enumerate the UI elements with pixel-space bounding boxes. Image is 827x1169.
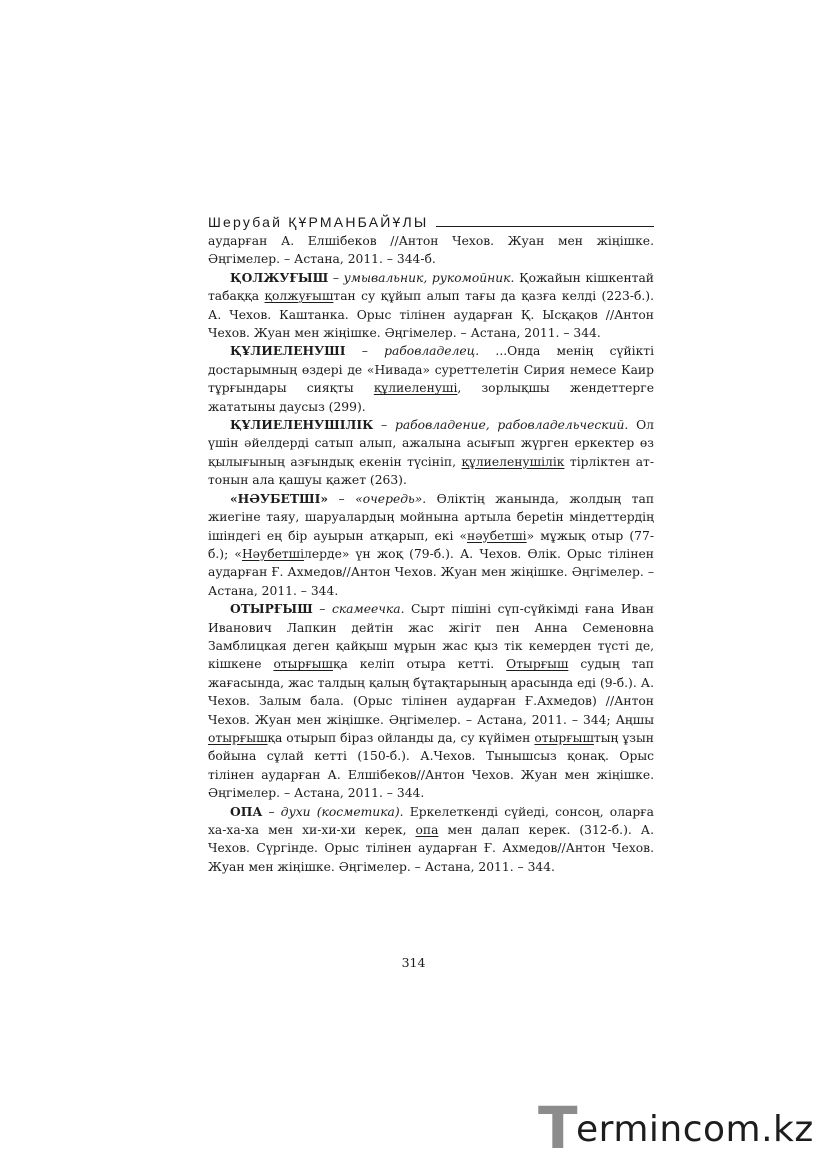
entry-term: «НӘУБЕТШІ» — [230, 490, 329, 506]
entry-translation: «очередь». — [355, 491, 427, 506]
underlined-term: Нәубетші — [241, 546, 305, 561]
logo-text: ermincom.kz — [576, 1109, 814, 1150]
entry-translation: рабовладелец. — [384, 344, 480, 359]
entry-term: ОПА — [230, 803, 263, 819]
entry-continuation: аударған А. Елшібеков //Антон Чехов. Жуан мен жіңішке. Әңгімелер. – Астана, 2011. – 344-б. — [208, 234, 654, 267]
underlined-term: отырғыш — [208, 730, 268, 745]
entry-term: ҚҰЛИЕЛЕНУШІЛІК — [230, 417, 374, 433]
page-number: 314 — [401, 955, 426, 970]
entry-opa: ОПА – духи (косметика). Еркелеткенді сүйеді, сонсоң, оларға ха-ха-ха мен хи-хи-хи керек, опа мен далап керек. (312-б.). А. Чехов. Сүргінде. Орыс тілінен аударған Ғ. Ахмедов//Антон Чехов. Жуан мен жіңішке. Әңгімелер. – Астана, 2011. – 344. — [208, 803, 654, 874]
underlined-term: құлиеленушілік — [461, 454, 565, 469]
entry-translation: скамеечка. — [331, 602, 405, 617]
underlined-term: опа — [415, 823, 439, 837]
header-rule — [436, 226, 654, 227]
entry-term: ҚҰЛИЕЛЕНУШІ — [230, 343, 346, 359]
entry-translation: духи (косметика). — [280, 804, 404, 819]
entry-translation: умывальник, рукомойник. — [343, 270, 515, 285]
termincom-watermark-logo — [538, 1094, 818, 1162]
underlined-term: қолжуғыш — [264, 289, 334, 304]
underlined-term: нәубетші — [467, 528, 527, 543]
underlined-term: отырғыш — [534, 730, 594, 745]
underlined-term: отырғыш — [273, 657, 333, 672]
underlined-term: құлиеленуші — [373, 381, 458, 396]
logo-t-letter: T — [538, 1094, 578, 1162]
entry-naubetshi: «НӘУБЕТШІ» – «очередь». Өліктің жанында, жолдың тап жиегіне таяу, шаруалардың мойнына артыла берetін міндеттердің ішіндегі ең бір ауырын атқарып, екі «нәубетші» мұжық отыр (77-б.); «Нәубетшілерде» үн жоқ (79-б.). А. Чехов. Өлік. Орыс тілінен аударған Ғ. Ахмедов//Антон Чехов. Жуан мен жіңішке. Әңгімелер. – Астана, 2011. – 344. — [208, 490, 655, 598]
underlined-term: Отырғыш — [506, 657, 569, 672]
entry-quliyelenushilik: ҚҰЛИЕЛЕНУШІЛІК – рабовладение, рабовладельческий. Ол үшін әйелдерді сатып алып, ажалына асығып жүрген еркектер өз қылығының азғындық екенін түсініп, құлиеленушілік тірліктен ат-тонын ала қашуы қажет (263). — [208, 417, 654, 488]
entry-quliyelenushi: ҚҰЛИЕЛЕНУШІ – рабовладелец. ...Онда менің сүйікті достарымның өздері де «Нивада» суреттелетін Сирия немесе Каир тұрғындары сияқты құлиеленуші, зорлықшы жендеттерге жататыны даусыз (299). — [208, 343, 654, 414]
dictionary-entries — [208, 232, 654, 876]
entry-term: ҚОЛЖУҒЫШ — [230, 269, 329, 285]
entry-term: ОТЫРҒЫШ — [230, 601, 313, 617]
header-author-name: Шерубай ҚҰРМАНБАЙҰЛЫ — [208, 214, 429, 230]
entry-qolzhugysh: ҚОЛЖУҒЫШ – умывальник, рукомойник. Қожайын кішкентай табаққа қолжуғыштан су құйып алып тағы да қазға келді (223-б.). А. Чехов. Каштанка. Орыс тілінен аударған Қ. Ысқақов //Антон Чехов. Жуан мен жіңішке. Әңгімелер. – Астана, 2011. – 344. — [208, 269, 655, 341]
entry-translation: рабовладение, рабовладельческий. — [394, 418, 629, 433]
running-header — [208, 210, 654, 230]
entry-otyrgysh: ОТЫРҒЫШ – скамеечка. Сырт пішіні сүп-сүйкімді ғана Иван Иванович Лапкин дейтін жас жігіт пен Анна Семеновна Замблицкая деген қайқыш мұрын жас қыз тік кемерден түсті де, кішкене отырғышқа келіп отыра кетті. Отырғыш судың тап жағасында, жас талдың қалың бұтақтарының арасында еді (9-б.). А. Чехов. Залым бала. (Орыс тілінен аударған Ғ.Ахмедов) //Антон Чехов. Жуан мен жіңішке. Әңгімелер. – Астана, 2011. – 344; Аңшы отырғышқа отырып біраз ойланды да, су күйімен отырғыштың ұзын бойына сұлай кетті (150-б.). А.Чехов. Тынышсыз қонақ. Орыс тілінен аударған А. Елшібеков//Антон Чехов. Жуан мен жіңішке. Әңгімелер. – Астана, 2011. – 344. — [208, 601, 655, 801]
